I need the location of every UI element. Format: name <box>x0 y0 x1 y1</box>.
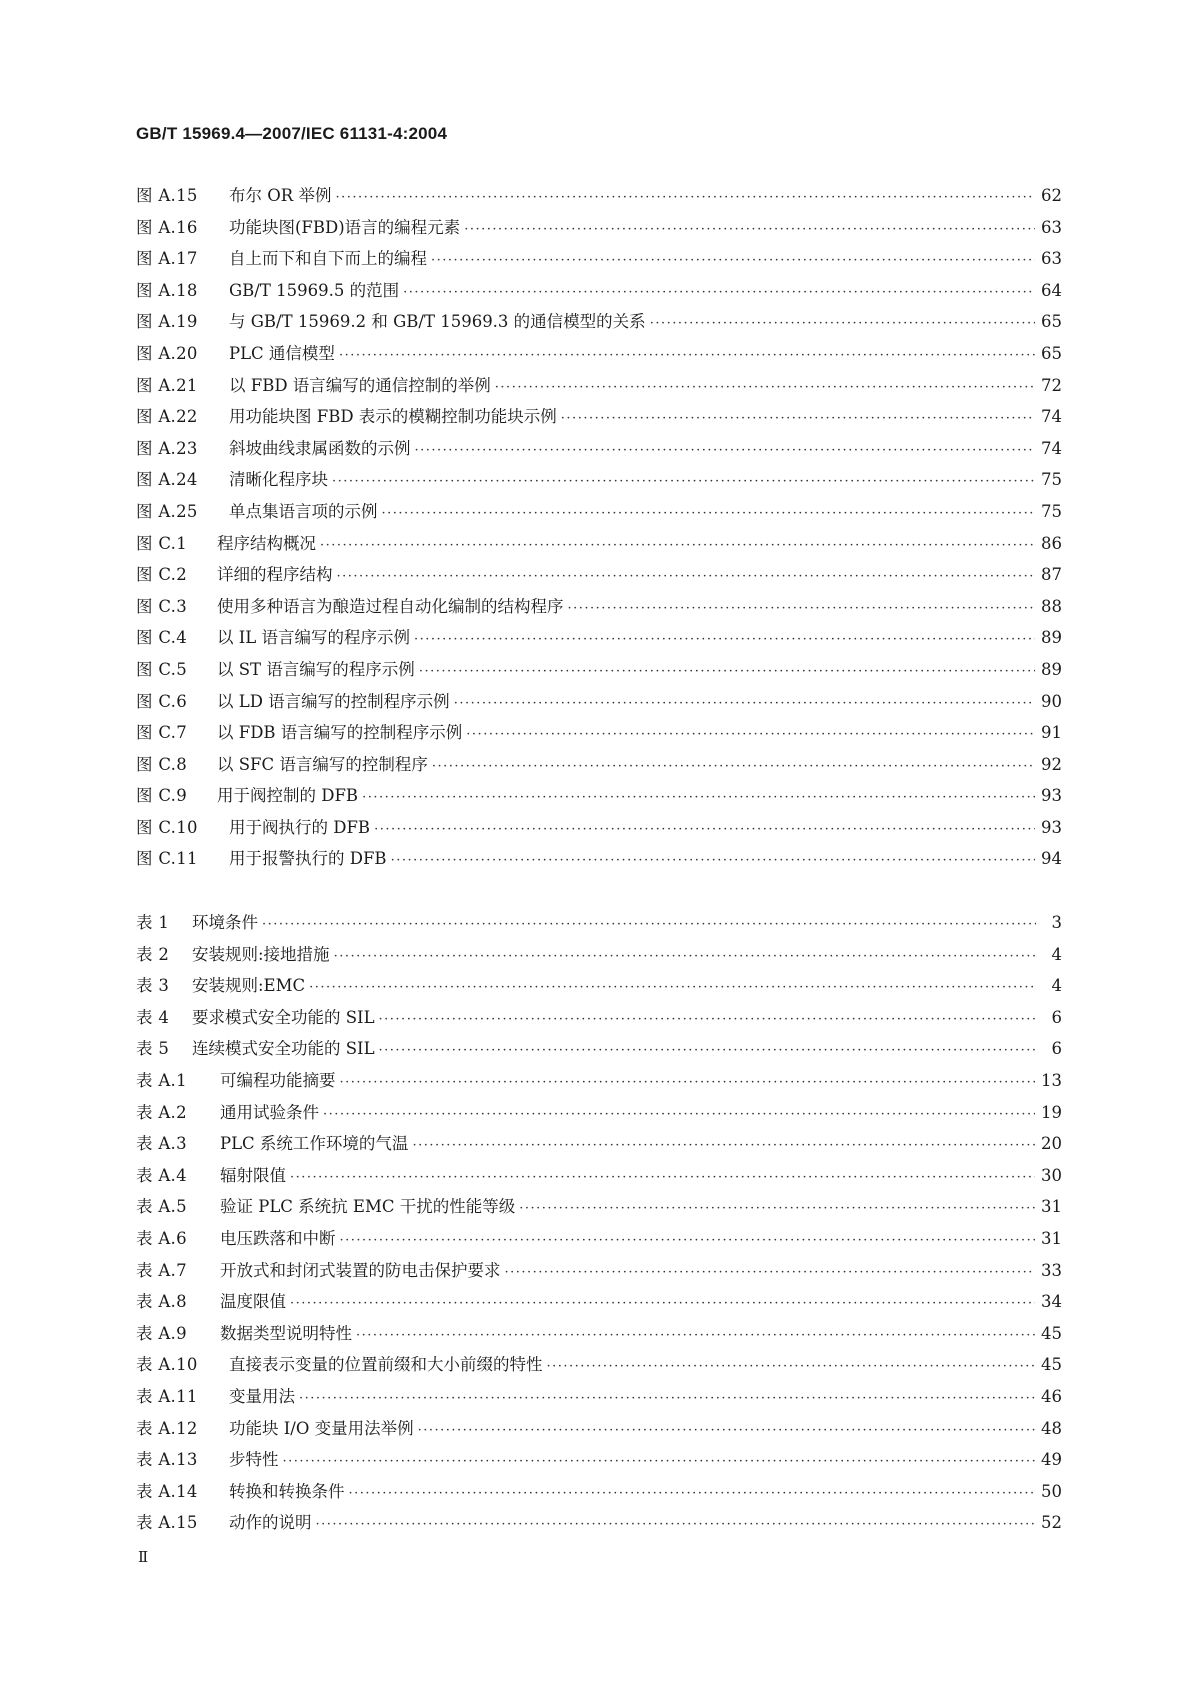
figure-page-number: 63 <box>1041 249 1062 269</box>
figure-title: 详细的程序结构 <box>217 565 333 585</box>
table-entry[interactable] <box>136 1128 1062 1160</box>
table-page-number: 6 <box>1051 1007 1062 1027</box>
dot-leader <box>568 593 1036 625</box>
figure-entry[interactable] <box>136 306 1062 338</box>
table-title: 电压跌落和中断 <box>220 1228 336 1248</box>
table-entry[interactable] <box>136 1349 1062 1381</box>
figure-title: 以 FDB 语言编写的控制程序示例 <box>217 723 463 743</box>
table-title: 安装规则:EMC <box>192 976 306 996</box>
table-title: 辐射限值 <box>220 1165 286 1185</box>
dot-leader <box>340 1067 1036 1099</box>
figure-page-number: 86 <box>1041 533 1062 553</box>
figure-page-number: 64 <box>1041 280 1062 300</box>
table-title: 开放式和封闭式装置的防电击保护要求 <box>220 1260 501 1280</box>
table-entry[interactable] <box>136 1381 1062 1413</box>
figure-page-number: 75 <box>1041 501 1062 521</box>
figure-entry[interactable] <box>136 275 1062 307</box>
figure-title: 自上而下和自下而上的编程 <box>229 249 427 269</box>
table-title: 可编程功能摘要 <box>220 1070 336 1090</box>
dot-leader <box>432 751 1035 783</box>
dot-leader <box>283 1446 1036 1478</box>
table-page-number: 52 <box>1041 1513 1062 1533</box>
dot-leader <box>650 308 1035 340</box>
dot-leader <box>419 656 1035 688</box>
figure-number: 图 C.8 <box>136 754 188 774</box>
figure-number: 图 C.1 <box>136 533 188 553</box>
table-title: 环境条件 <box>192 913 258 932</box>
dot-leader <box>290 1162 1035 1194</box>
table-title: 通用试验条件 <box>220 1102 319 1122</box>
table-number: 表 A.6 <box>136 1228 187 1248</box>
dot-leader <box>320 530 1035 562</box>
dot-leader <box>519 1193 1035 1225</box>
figure-title: 使用多种语言为酿造过程自动化编制的结构程序 <box>217 596 564 616</box>
dot-leader <box>412 1130 1035 1162</box>
table-number: 表 A.1 <box>136 1070 187 1090</box>
dot-leader <box>309 972 1036 1004</box>
dot-leader <box>495 372 1035 404</box>
table-entry[interactable] <box>136 1255 1062 1287</box>
table-number: 表 A.12 <box>136 1418 198 1438</box>
figure-page-number: 93 <box>1041 786 1062 806</box>
dot-leader <box>414 624 1035 656</box>
figure-number: 图 C.10 <box>136 817 198 837</box>
figure-title: 用于阀执行的 DFB <box>229 817 371 837</box>
table-number: 表 3 <box>136 976 170 996</box>
figure-title: 用功能块图 FBD 表示的模糊控制功能块示例 <box>229 407 557 427</box>
table-number: 表 A.9 <box>136 1323 187 1343</box>
figure-page-number: 63 <box>1041 217 1062 237</box>
figure-page-number: 88 <box>1041 596 1062 616</box>
dot-leader <box>299 1383 1035 1415</box>
figure-entry[interactable] <box>136 528 1062 560</box>
figure-entry[interactable] <box>136 843 1062 875</box>
table-page-number: 31 <box>1041 1228 1062 1248</box>
table-list <box>136 907 1062 1539</box>
table-title: 转换和转换条件 <box>229 1481 345 1501</box>
figure-page-number: 91 <box>1041 723 1062 743</box>
table-page-number: 30 <box>1041 1165 1062 1185</box>
table-entry[interactable] <box>136 1507 1062 1539</box>
table-entry[interactable] <box>136 1002 1062 1034</box>
figure-title: 斜坡曲线隶属函数的示例 <box>229 438 411 458</box>
dot-leader <box>391 845 1035 877</box>
table-title: 变量用法 <box>229 1386 295 1406</box>
table-page-number: 4 <box>1051 944 1062 964</box>
table-page-number: 20 <box>1041 1134 1062 1154</box>
dot-leader <box>262 909 1036 941</box>
table-entry[interactable] <box>136 939 1062 971</box>
table-page-number: 50 <box>1041 1481 1062 1501</box>
figure-title: GB/T 15969.5 的范围 <box>229 280 400 300</box>
document-header: GB/T 15969.4—2007/IEC 61131-4:2004 <box>136 124 448 143</box>
dot-leader <box>415 435 1036 467</box>
figure-page-number: 93 <box>1041 817 1062 837</box>
table-entry[interactable] <box>136 1097 1062 1129</box>
table-title: 数据类型说明特性 <box>220 1323 352 1343</box>
table-number: 表 A.3 <box>136 1134 187 1154</box>
figure-number: 图 C.4 <box>136 628 188 648</box>
figure-entry[interactable] <box>136 496 1062 528</box>
figure-entry[interactable] <box>136 212 1062 244</box>
dot-leader <box>454 688 1035 720</box>
figure-page-number: 65 <box>1041 312 1062 332</box>
table-number: 表 4 <box>136 1007 170 1027</box>
table-title: 连续模式安全功能的 SIL <box>192 1039 375 1059</box>
table-entry[interactable] <box>136 1444 1062 1476</box>
table-page-number: 49 <box>1041 1450 1062 1470</box>
figure-page-number: 74 <box>1041 438 1062 458</box>
dot-leader <box>334 941 1036 973</box>
dot-leader <box>418 1415 1035 1447</box>
figure-title: 以 IL 语言编写的程序示例 <box>217 628 410 648</box>
figure-entry[interactable] <box>136 591 1062 623</box>
figure-title: 以 SFC 语言编写的控制程序 <box>217 754 428 774</box>
figure-entry[interactable] <box>136 622 1062 654</box>
table-number: 表 A.7 <box>136 1260 187 1280</box>
figure-number: 图 A.16 <box>136 217 198 237</box>
dot-leader <box>349 1478 1036 1510</box>
figure-title: 布尔 OR 举例 <box>229 186 332 205</box>
figure-page-number: 89 <box>1041 628 1062 648</box>
figure-number: 图 A.15 <box>136 186 198 205</box>
figure-entry[interactable] <box>136 370 1062 402</box>
figure-number: 图 A.20 <box>136 343 198 363</box>
figure-title: 功能块图(FBD)语言的编程元素 <box>229 217 461 237</box>
dot-leader <box>374 814 1035 846</box>
dot-leader <box>547 1351 1036 1383</box>
dot-leader <box>561 403 1035 435</box>
table-page-number: 13 <box>1041 1070 1062 1090</box>
table-title: 温度限值 <box>220 1292 286 1312</box>
table-title: 功能块 I/O 变量用法举例 <box>229 1418 414 1438</box>
dot-leader <box>466 719 1035 751</box>
figure-title: 程序结构概况 <box>217 533 316 553</box>
figure-title: 用于报警执行的 DFB <box>229 849 387 869</box>
figure-number: 图 C.11 <box>136 849 198 869</box>
dot-leader <box>505 1257 1036 1289</box>
figure-page-number: 62 <box>1041 186 1062 205</box>
table-page-number: 45 <box>1041 1323 1062 1343</box>
table-entry[interactable] <box>136 907 1062 939</box>
figure-entry[interactable] <box>136 686 1062 718</box>
table-entry[interactable] <box>136 970 1062 1002</box>
figure-entry[interactable] <box>136 654 1062 686</box>
figure-entry[interactable] <box>136 464 1062 496</box>
dot-leader <box>356 1320 1035 1352</box>
figure-entry[interactable] <box>136 717 1062 749</box>
figure-title: PLC 通信模型 <box>229 343 335 363</box>
table-title: 动作的说明 <box>229 1513 312 1533</box>
table-entry[interactable] <box>136 1033 1062 1065</box>
table-number: 表 A.13 <box>136 1450 198 1470</box>
figure-number: 图 A.22 <box>136 407 198 427</box>
table-page-number: 19 <box>1041 1102 1062 1122</box>
figure-title: 以 LD 语言编写的控制程序示例 <box>217 691 450 711</box>
table-number: 表 A.11 <box>136 1386 198 1406</box>
table-title: 步特性 <box>229 1450 279 1470</box>
figure-title: 单点集语言项的示例 <box>229 501 378 521</box>
dot-leader <box>339 340 1035 372</box>
figure-entry[interactable] <box>136 780 1062 812</box>
table-entry[interactable] <box>136 1191 1062 1223</box>
table-number: 表 A.14 <box>136 1481 198 1501</box>
figure-entry[interactable] <box>136 243 1062 275</box>
table-number: 表 A.8 <box>136 1292 187 1312</box>
figure-list <box>136 180 1062 875</box>
figure-title: 以 ST 语言编写的程序示例 <box>217 659 415 679</box>
table-title: 安装规则:接地措施 <box>192 944 330 964</box>
table-entry[interactable] <box>136 1413 1062 1445</box>
table-number: 表 1 <box>136 913 170 932</box>
figure-entry[interactable] <box>136 559 1062 591</box>
figure-page-number: 72 <box>1041 375 1062 395</box>
figure-entry[interactable] <box>136 338 1062 370</box>
figure-number: 图 A.24 <box>136 470 198 490</box>
table-entry[interactable] <box>136 1286 1062 1318</box>
table-page-number: 34 <box>1041 1292 1062 1312</box>
dot-leader <box>362 782 1035 814</box>
table-title: PLC 系统工作环境的气温 <box>220 1134 409 1154</box>
table-page-number: 33 <box>1041 1260 1062 1280</box>
figure-page-number: 74 <box>1041 407 1062 427</box>
figure-number: 图 C.3 <box>136 596 188 616</box>
table-page-number: 48 <box>1041 1418 1062 1438</box>
dot-leader <box>379 1004 1036 1036</box>
figure-title: 与 GB/T 15969.2 和 GB/T 15969.3 的通信模型的关系 <box>229 312 646 332</box>
table-number: 表 5 <box>136 1039 170 1059</box>
dot-leader <box>335 182 1035 214</box>
table-number: 表 A.5 <box>136 1197 187 1217</box>
table-number: 表 A.2 <box>136 1102 187 1122</box>
table-page-number: 3 <box>1051 913 1062 932</box>
figure-entry[interactable] <box>136 749 1062 781</box>
dot-leader <box>382 498 1036 530</box>
figure-page-number: 89 <box>1041 659 1062 679</box>
figure-number: 图 A.23 <box>136 438 198 458</box>
figure-number: 图 A.21 <box>136 375 198 395</box>
table-title: 直接表示变量的位置前缀和大小前缀的特性 <box>229 1355 543 1375</box>
figure-number: 图 A.25 <box>136 501 198 521</box>
figure-number: 图 C.7 <box>136 723 188 743</box>
figure-title: 以 FBD 语言编写的通信控制的举例 <box>229 375 491 395</box>
page-number: Ⅱ <box>138 1548 149 1566</box>
figure-number: 图 A.19 <box>136 312 198 332</box>
table-entry[interactable] <box>136 1318 1062 1350</box>
table-number: 表 A.15 <box>136 1513 198 1533</box>
table-number: 表 A.10 <box>136 1355 198 1375</box>
dot-leader <box>290 1288 1035 1320</box>
table-title: 要求模式安全功能的 SIL <box>192 1007 375 1027</box>
table-page-number: 31 <box>1041 1197 1062 1217</box>
table-page-number: 4 <box>1051 976 1062 996</box>
table-number: 表 2 <box>136 944 170 964</box>
figure-page-number: 90 <box>1041 691 1062 711</box>
figure-title: 用于阀控制的 DFB <box>217 786 359 806</box>
dot-leader <box>403 277 1035 309</box>
figure-title: 清晰化程序块 <box>229 470 328 490</box>
figure-page-number: 75 <box>1041 470 1062 490</box>
figure-entry[interactable] <box>136 433 1062 465</box>
dot-leader <box>379 1035 1036 1067</box>
table-entry[interactable] <box>136 1223 1062 1255</box>
figure-number: 图 A.18 <box>136 280 198 300</box>
figure-page-number: 65 <box>1041 343 1062 363</box>
figure-number: 图 C.2 <box>136 565 188 585</box>
dot-leader <box>337 561 1036 593</box>
figure-page-number: 92 <box>1041 754 1062 774</box>
table-title: 验证 PLC 系统抗 EMC 干扰的性能等级 <box>220 1197 516 1217</box>
dot-leader <box>431 245 1035 277</box>
table-entry[interactable] <box>136 1476 1062 1508</box>
figure-entry[interactable] <box>136 401 1062 433</box>
table-number: 表 A.4 <box>136 1165 187 1185</box>
figure-number: 图 A.17 <box>136 249 198 269</box>
table-entry[interactable] <box>136 1065 1062 1097</box>
dot-leader <box>332 466 1035 498</box>
table-page-number: 46 <box>1041 1386 1062 1406</box>
table-page-number: 6 <box>1051 1039 1062 1059</box>
table-entry[interactable] <box>136 1160 1062 1192</box>
figure-number: 图 C.9 <box>136 786 188 806</box>
dot-leader <box>340 1225 1036 1257</box>
dot-leader <box>316 1509 1036 1541</box>
figure-number: 图 C.6 <box>136 691 188 711</box>
figure-entry[interactable] <box>136 180 1062 212</box>
figure-entry[interactable] <box>136 812 1062 844</box>
dot-leader <box>464 214 1035 246</box>
dot-leader <box>323 1099 1035 1131</box>
table-page-number: 45 <box>1041 1355 1062 1375</box>
figure-page-number: 94 <box>1041 849 1062 869</box>
figure-number: 图 C.5 <box>136 659 188 679</box>
figure-page-number: 87 <box>1041 565 1062 585</box>
